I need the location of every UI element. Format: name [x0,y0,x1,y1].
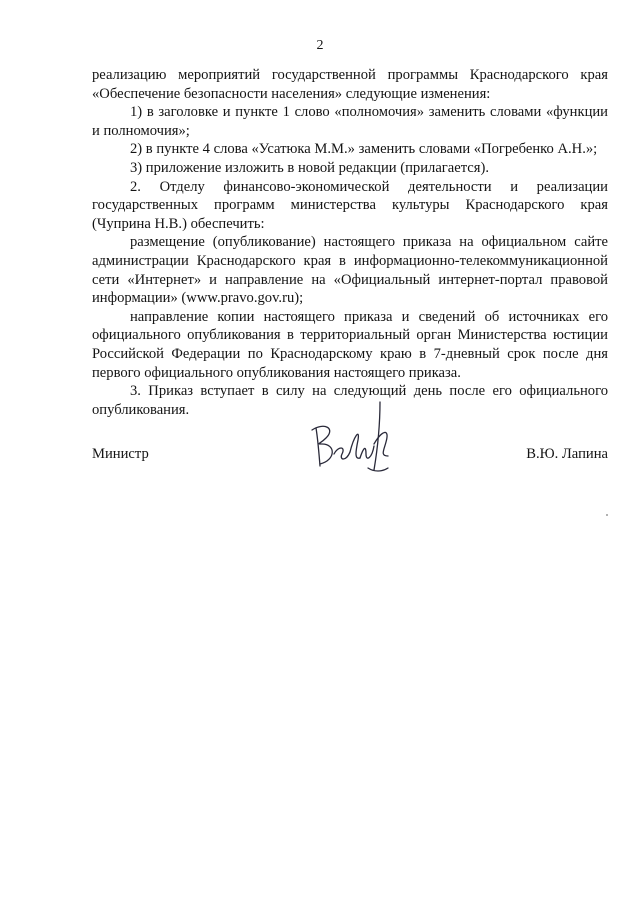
paragraph-section-2: 2. Отделу финансово-экономической деятельности и реализации государственных программ министерства культуры Краснодарского края (Чуприна Н.В.) обеспечить: [92,178,608,232]
scan-artifact [606,514,608,516]
document-body [92,66,608,419]
handwritten-signature [302,384,398,480]
paragraph-item-3: 3) приложение изложить в новой редакции (прилагается). [130,159,489,176]
paragraph-item-1: 1) в заголовке и пункте 1 слово «полномочия» заменить словами «функции и полномочия»; [92,104,608,139]
paragraph-copy-direction: направление копии настоящего приказа и сведений об источниках его официального опубликования в территориальный орган Министерства юстиции Российской Федерации по Краснодарскому краю в 7-дневный срок после дня первого официального опубликования настоящего приказа. [92,308,608,381]
signature-block [92,446,608,470]
paragraph-intro: реализацию мероприятий государственной программы Краснодарского края «Обеспечение безопасности населения» следующие изменения: [92,67,608,102]
paragraph-item-2: 2) в пункте 4 слова «Усатюка М.М.» заменить словами «Погребенко А.Н.»; [130,141,598,158]
paragraph-section-3: 3. Приказ вступает в силу на следующий день после его официального опубликования. [92,383,608,418]
signatory-name: В.Ю. Лапина [526,446,608,462]
page-number: 2 [316,38,324,53]
signatory-title: Министр [92,446,149,462]
paragraph-publication: размещение (опубликование) настоящего приказа на официальном сайте администрации Краснодарского края в информационно-телекоммуникационной сети «Интернет» и направление на «Официальный интернет-портал правовой информации» (www.pravo.gov.ru); [92,234,608,307]
